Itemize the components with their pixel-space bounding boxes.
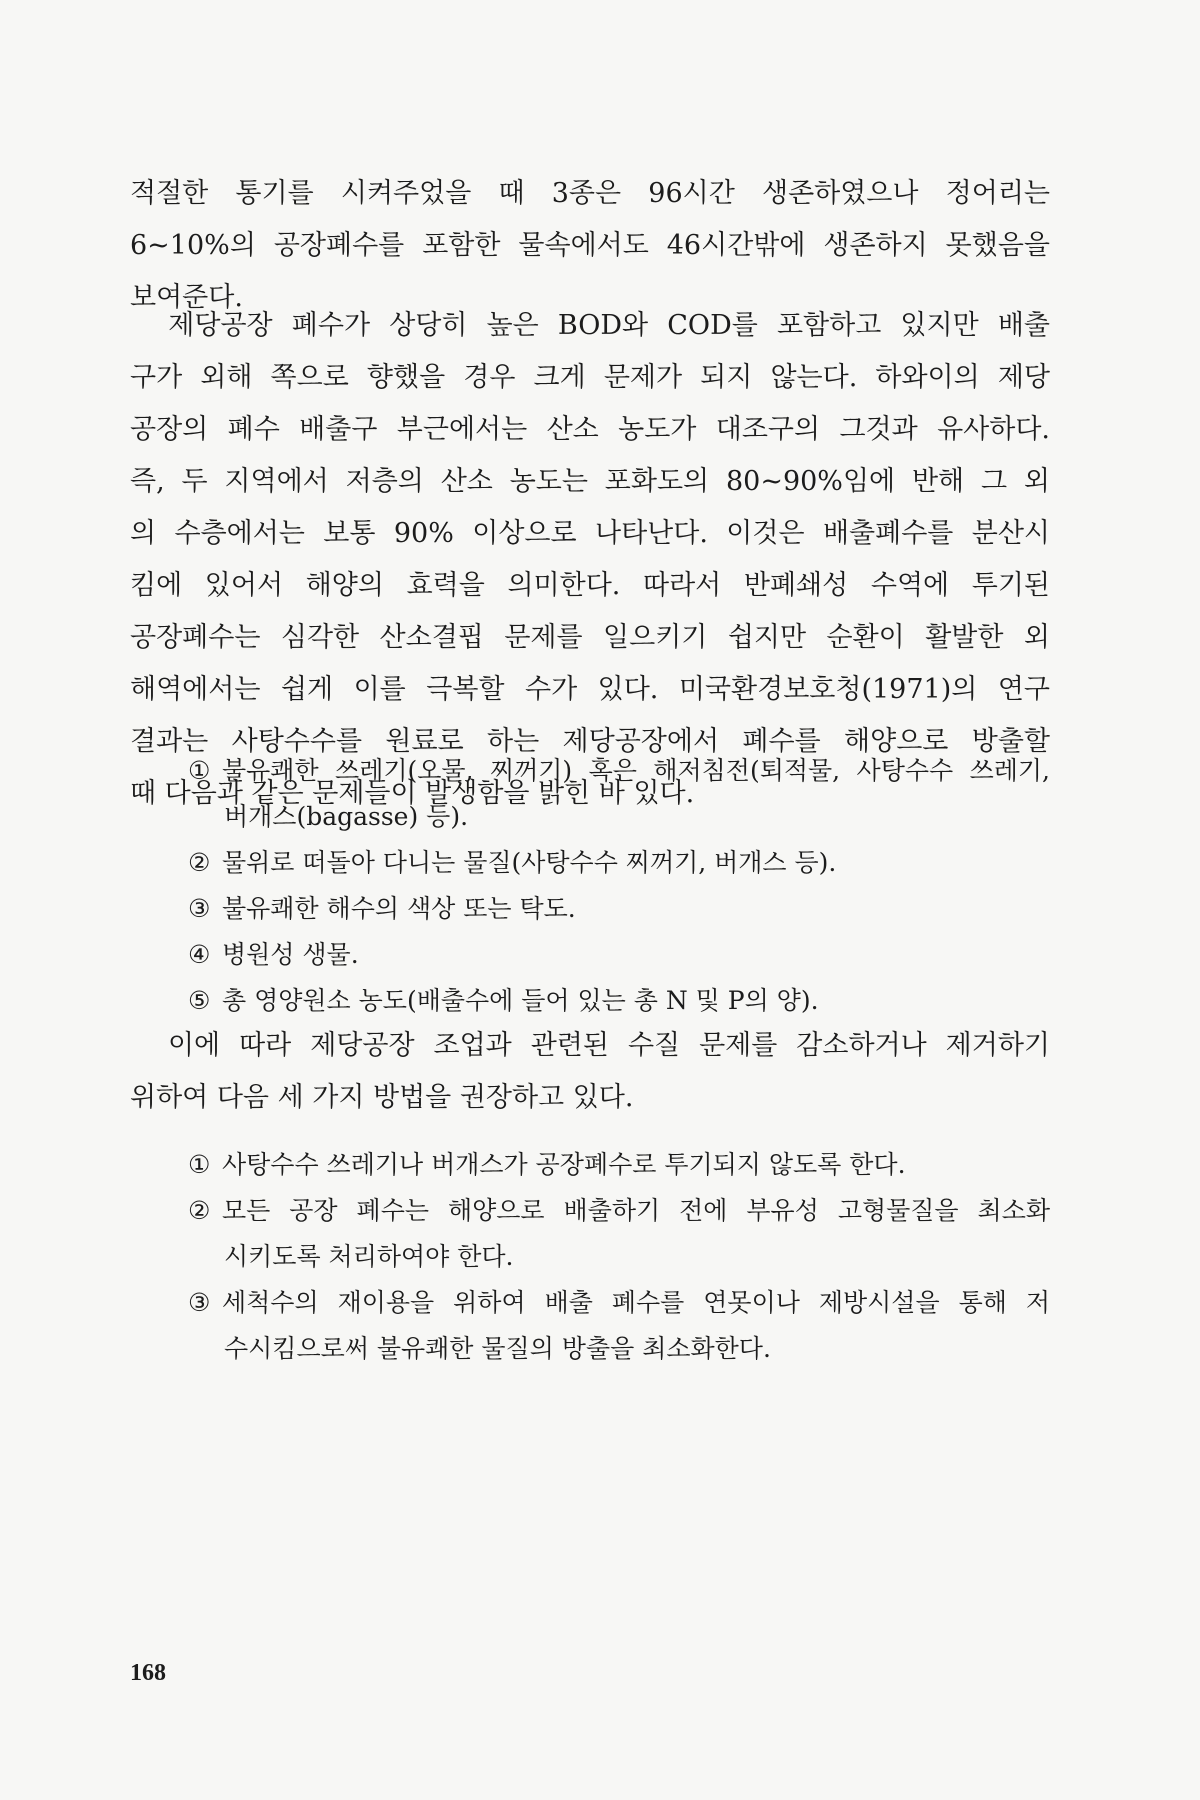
list-item-text: 사탕수수 쓰레기나 버개스가 공장폐수로 투기되지 않도록 한다. [222,1150,906,1179]
list-marker: ② [188,848,211,877]
text-line: 킴에 있어서 해양의 효력을 의미한다. 따라서 반폐쇄성 수역에 투기된 [130,570,1050,601]
text-line: 즉, 두 지역에서 저층의 산소 농도는 포화도의 80~90%임에 반해 그 외 [130,466,1050,497]
list-marker: ③ [188,894,211,923]
text-line: 보여준다. [130,282,243,313]
list-marker: ⑤ [188,986,211,1015]
method-list [188,1142,1050,1372]
list-item [188,1280,1050,1372]
text-line: 때 다음과 같은 문제들이 발생함을 밝힌 바 있다. [130,778,695,809]
text-line: 구가 외해 쪽으로 향했을 경우 크게 문제가 되지 않는다. 하와이의 제당 [130,362,1050,393]
list-item-text: 모든 공장 폐수는 해양으로 배출하기 전에 부유성 고형물질을 최소화 [222,1196,1050,1225]
text-line: 공장폐수는 심각한 산소결핍 문제를 일으키기 쉽지만 순환이 활발한 외 [130,622,1050,653]
list-item-text: 세척수의 재이용을 위하여 배출 폐수를 연못이나 제방시설을 통해 저 [222,1288,1050,1317]
text-line: 해역에서는 쉽게 이를 극복할 수가 있다. 미국환경보호청(1971)의 연구 [130,674,1050,705]
text-line: 이에 따라 제당공장 조업과 관련된 수질 문제를 감소하거나 제거하기 [130,1030,1050,1061]
list-item [188,978,1050,1024]
list-item [188,1142,1050,1188]
problem-list [188,748,1050,1024]
page-number: 168 [130,1660,166,1686]
list-item-text: 총 영양원소 농도(배출수에 들어 있는 총 N 및 P의 양). [222,986,819,1015]
text-line: 결과는 사탕수수를 원료로 하는 제당공장에서 폐수를 해양으로 방출할 [130,726,1050,757]
list-item-text: 불유쾌한 쓰레기(오물, 찌꺼기) 혹은 해저침전(퇴적물, 사탕수수 쓰레기, [222,756,1050,785]
text-line: 6~10%의 공장폐수를 포함한 물속에서도 46시간밖에 생존하지 못했음을 [130,230,1050,261]
list-item-text: 시키도록 처리하여야 한다. [224,1242,514,1271]
text-line: 제당공장 폐수가 상당히 높은 BOD와 COD를 포함하고 있지만 배출 [130,310,1050,341]
list-marker: ① [188,1150,211,1179]
list-item [188,840,1050,886]
text-line: 적절한 통기를 시켜주었을 때 3종은 96시간 생존하였으나 정어리는 [130,178,1050,209]
list-item [188,748,1050,840]
list-marker: ① [188,756,211,785]
text-line: 의 수층에서는 보통 90% 이상으로 나타난다. 이것은 배출폐수를 분산시 [130,518,1050,549]
list-item-text: 수시킴으로써 불유쾌한 물질의 방출을 최소화한다. [224,1334,771,1363]
list-item-text: 병원성 생물. [222,940,359,969]
text-line: 위하여 다음 세 가지 방법을 권장하고 있다. [130,1082,634,1113]
list-item [188,932,1050,978]
list-item [188,886,1050,932]
list-item-text: 버개스(bagasse) 등). [224,802,469,831]
list-marker: ② [188,1196,211,1225]
list-item [188,1188,1050,1280]
list-marker: ③ [188,1288,211,1317]
paragraph-3 [130,1020,1050,1124]
list-item-text: 불유쾌한 해수의 색상 또는 탁도. [222,894,576,923]
paragraph-2 [130,300,1050,820]
list-item-text: 물위로 떠돌아 다니는 물질(사탕수수 찌꺼기, 버개스 등). [222,848,837,877]
text-line: 공장의 폐수 배출구 부근에서는 산소 농도가 대조구의 그것과 유사하다. [130,414,1050,445]
list-marker: ④ [188,940,211,969]
